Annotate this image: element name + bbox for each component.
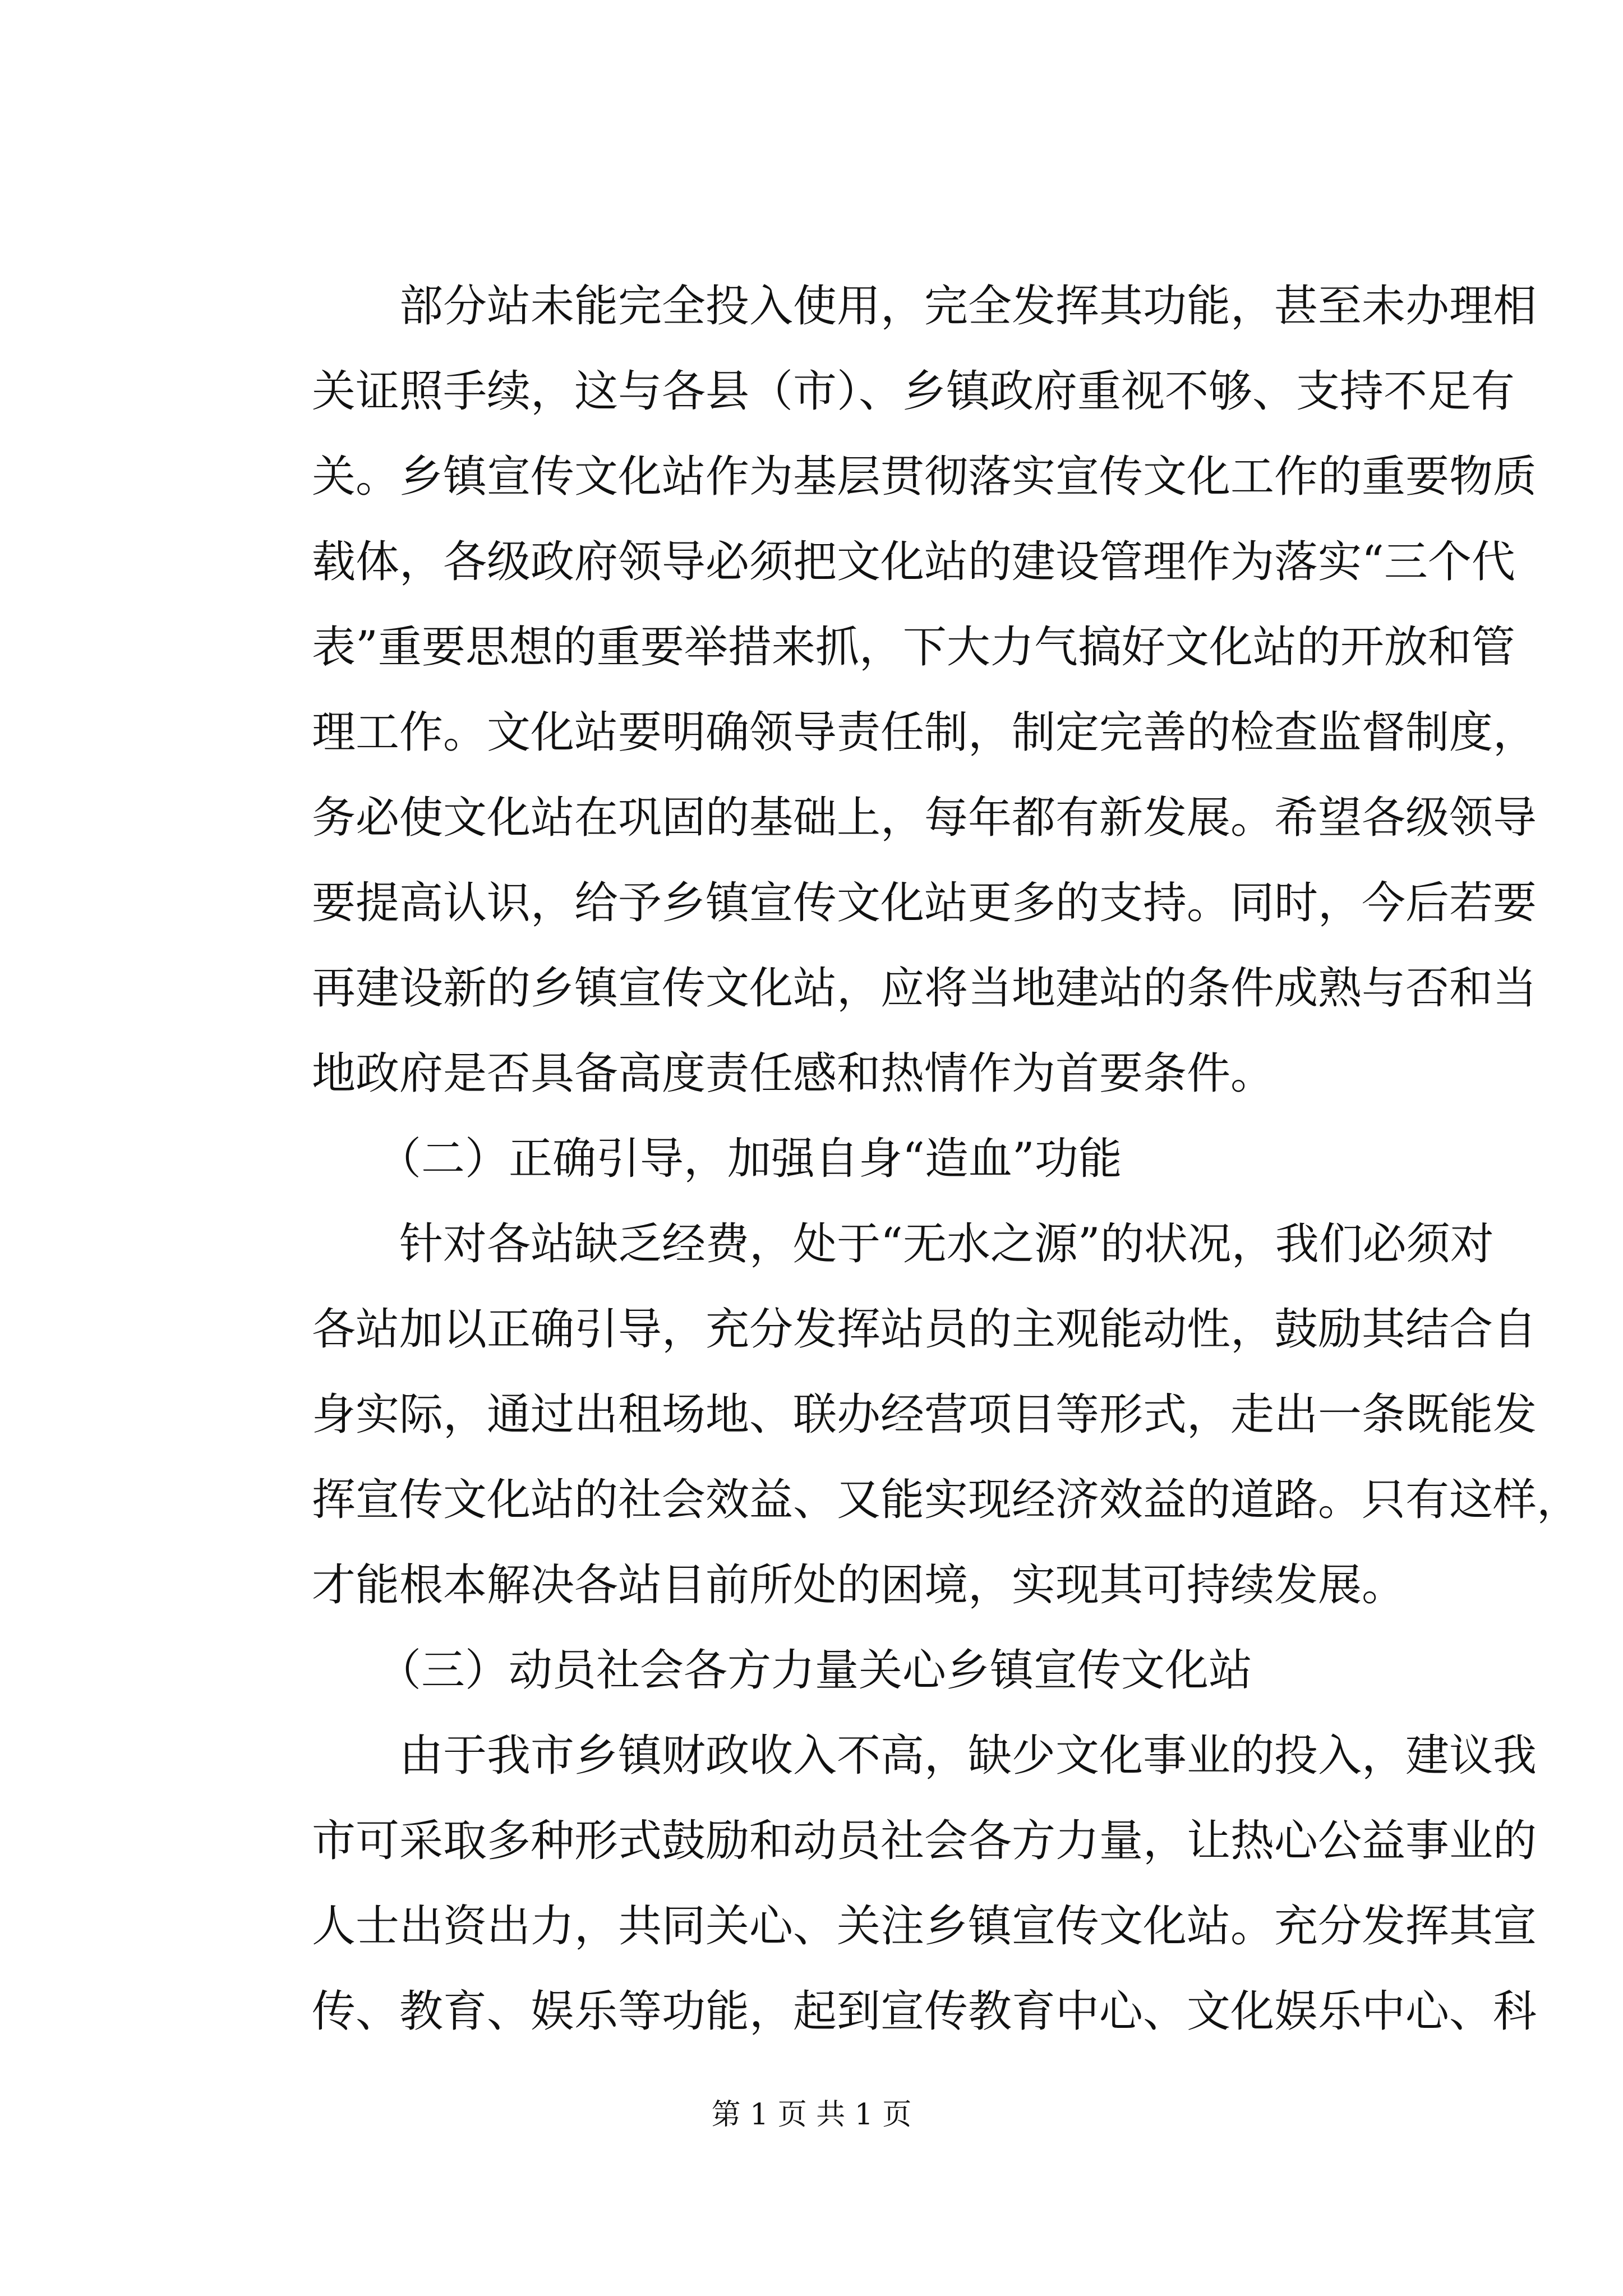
text-line-9: 再建设新的乡镇宣传文化站，应将当地建站的条件成熟与否和当 [312, 963, 1537, 1014]
text-line-4: 载体，各级政府领导必须把文化站的建设管理作为落实“三个代 [312, 537, 1515, 587]
text-line-10: 地政府是否具备高度责任感和热情作为首要条件。 [312, 1048, 1275, 1099]
text-line-1: 部分站未能完全投入使用，完全发挥其功能，甚至未办理相 [312, 281, 1537, 332]
page-footer: 第 1 页 共 1 页 [711, 2098, 912, 2132]
section-heading-2: （二）正确引导，加强自身“造血”功能 [312, 1134, 1122, 1184]
text-line-16: 才能根本解决各站目前所处的困境，实现其可持续发展。 [312, 1560, 1406, 1611]
text-line-14: 身实际，通过出租场地、联办经营项目等形式，走出一条既能发 [312, 1389, 1537, 1440]
text-line-2: 关证照手续，这与各县（市）、乡镇政府重视不够、支持不足有 [312, 366, 1515, 417]
text-line-3: 关。乡镇宣传文化站作为基层贯彻落实宣传文化工作的重要物质 [312, 452, 1537, 502]
text-line-18: 由于我市乡镇财政收入不高，缺少文化事业的投入，建议我 [312, 1731, 1537, 1781]
body-text [312, 264, 1581, 2054]
text-line-7: 务必使文化站在巩固的基础上，每年都有新发展。希望各级领导 [312, 793, 1537, 843]
text-line-20: 人士出资出力，共同关心、关注乡镇宣传文化站。充分发挥其宣 [312, 1901, 1537, 1952]
section-heading-3: （三）动员社会各方力量关心乡镇宣传文化站 [312, 1645, 1253, 1696]
text-line-19: 市可采取多种形式鼓励和动员社会各方力量，让热心公益事业的 [312, 1816, 1537, 1866]
text-line-13: 各站加以正确引导，充分发挥站员的主观能动性，鼓励其结合自 [312, 1304, 1537, 1355]
text-line-12: 针对各站缺乏经费，处于“无水之源”的状况，我们必须对 [312, 1219, 1494, 1269]
text-line-15: 挥宣传文化站的社会效益、又能实现经济效益的道路。只有这样， [312, 1475, 1581, 1525]
text-line-8: 要提高认识，给予乡镇宣传文化站更多的支持。同时，今后若要 [312, 878, 1537, 928]
text-line-5: 表”重要思想的重要举措来抓，下大力气搞好文化站的开放和管 [312, 622, 1515, 673]
text-line-6: 理工作。文化站要明确领导责任制，制定完善的检查监督制度， [312, 707, 1537, 758]
text-line-21: 传、教育、娱乐等功能，起到宣传教育中心、文化娱乐中心、科 [312, 1986, 1537, 2037]
